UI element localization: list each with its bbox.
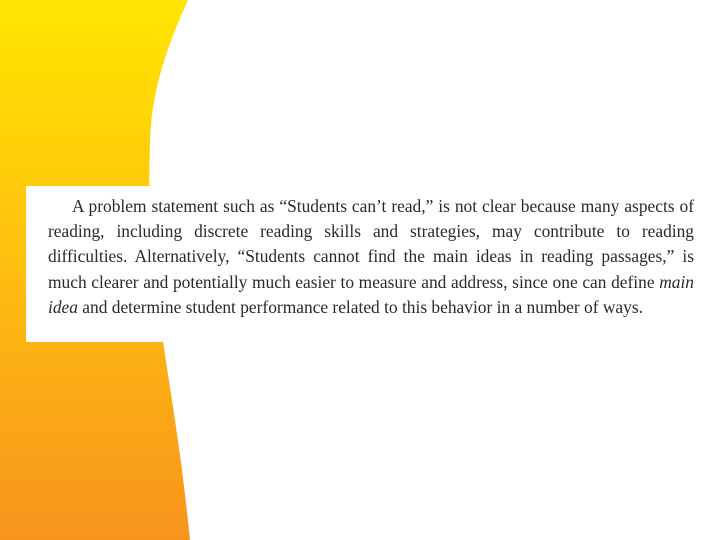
quote-text-box [26, 186, 700, 342]
paragraph-text-start: A problem statement such as “Students can’t read,” is not clear because many aspects of reading, including discrete reading skills and strategies, may contribute to reading difficulties. Alternatively, “Students cannot find the main ideas in reading passages,” is much clearer and potentially much easier to measure and address, since one can define [48, 196, 694, 292]
emphasis-main-idea: main idea [48, 271, 694, 317]
paragraph-text-end: and determine student performance related to this behavior in a number of ways. [77, 296, 643, 317]
body-paragraph [48, 194, 694, 320]
